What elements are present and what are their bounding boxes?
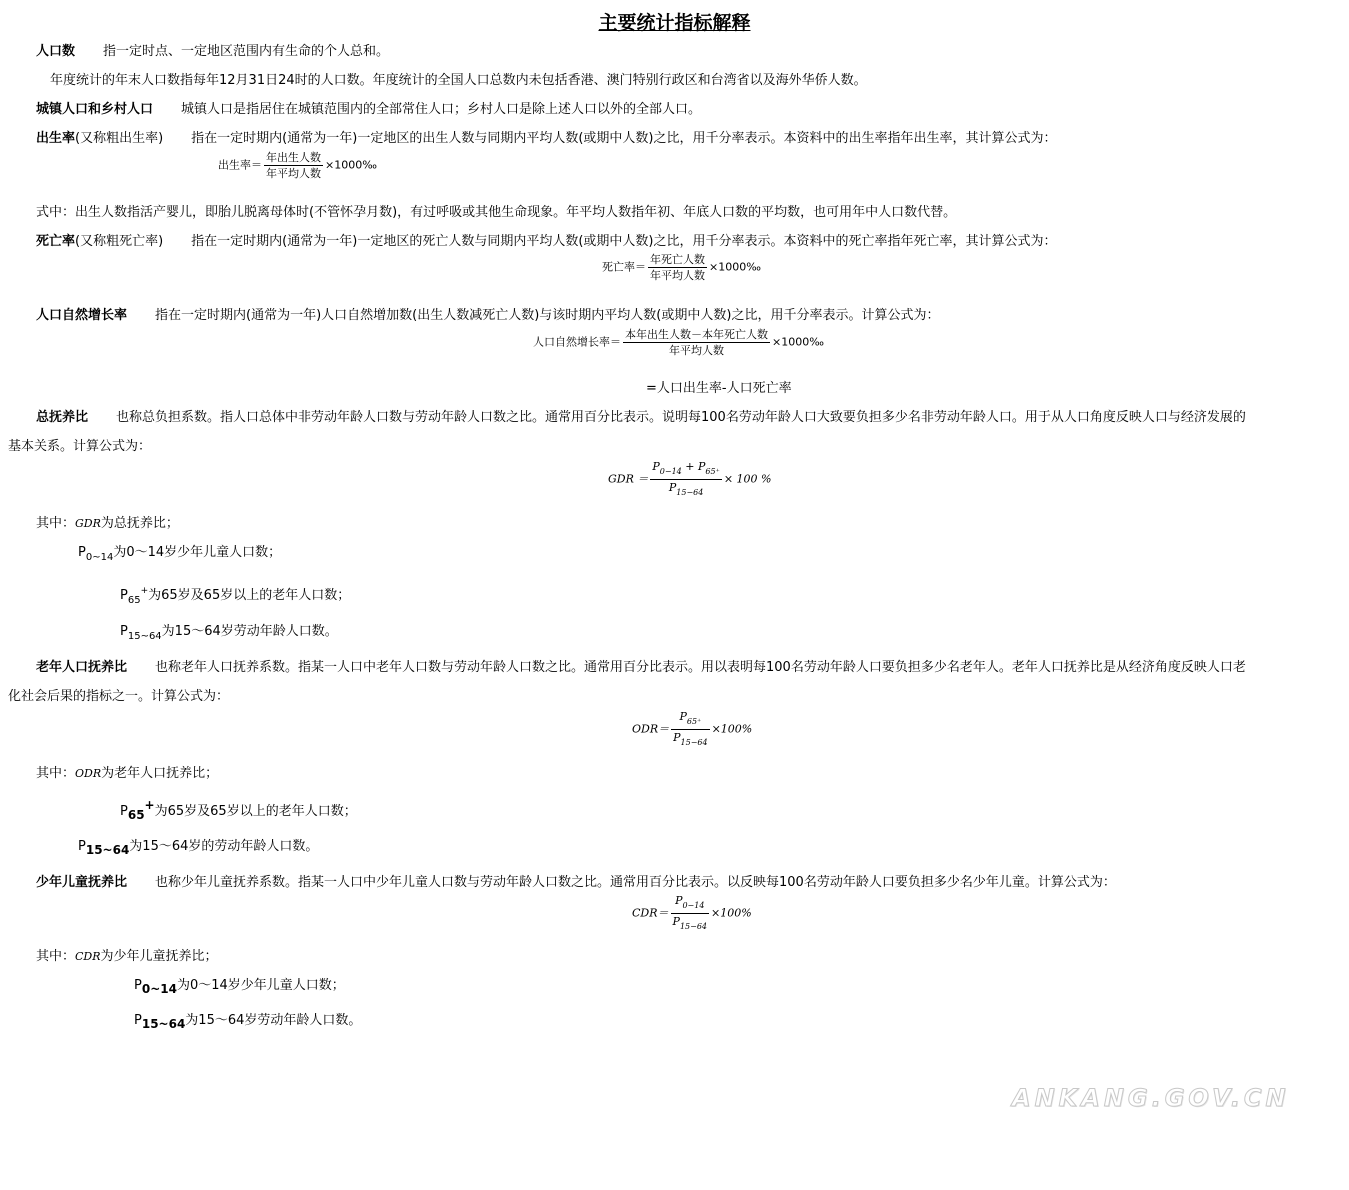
p-description: 为15～64岁劳动年龄人口数。 [161,624,338,639]
p-symbol: P [675,894,683,907]
formula-numerator: 本年出生人数－本年死亡人数 [625,328,768,341]
p-subscript: 15~64 [85,843,130,857]
natural-growth-formula-alt: =人口出生率-人口死亡率 [646,381,792,396]
where-text: 为总抚养比； [100,516,179,531]
gdr-where-line [36,512,179,531]
cdr-where-line [36,945,218,964]
natural-growth-formula [533,327,824,358]
p-symbol: P [78,839,86,854]
p-symbol: P [120,588,128,603]
p-subscript: 15~64 [141,1017,186,1031]
death-rate-alias: (又称粗死亡率) [75,234,164,249]
formula-numerator: 年出生人数 [266,151,321,164]
where-text: 为少年儿童抚养比； [100,949,218,964]
where-prefix: 其中： [36,766,76,781]
formula-denominator [671,914,709,934]
gdr-definition-line2: 基本关系。计算公式为： [8,439,152,454]
birth-rate-line [36,127,1056,146]
plus-p-symbol: + P [681,460,706,473]
formula-denominator: 年平均人数 [669,344,724,357]
p-description: 为65岁及65岁以上的老年人口数； [154,804,357,819]
p-subscript: 65⁺ [705,467,720,476]
formula-numerator: 年死亡人数 [650,253,705,266]
p-description: 为65岁及65岁以上的老年人口数； [148,588,351,603]
formula-numerator [671,709,709,730]
formula-lhs: CDR＝ [632,906,669,920]
cdr-formula [632,893,752,934]
odr-p65-line [120,798,357,822]
p-subscript: 0−14 [682,901,705,910]
odr-definition-line2: 化社会后果的指标之一。计算公式为： [8,689,230,704]
odr-formula [632,709,752,750]
p-description: 为15～64岁劳动年龄人口数。 [185,1013,362,1028]
formula-denominator [671,730,709,750]
p-subscript: 15~64 [127,631,162,642]
p-superscript: + [140,586,149,596]
cdr-p1564-line [134,1009,361,1031]
p-subscript: 65 [127,808,145,822]
p-superscript: + [144,798,155,812]
cdr-line [36,871,1116,890]
death-rate-formula [602,252,761,283]
cdr-term: 少年儿童抚养比 [36,875,128,890]
gdr-formula [608,459,771,500]
death-rate-line [36,230,1056,249]
formula-fraction [264,150,323,181]
odr-term: 老年人口抚养比 [36,660,128,675]
formula-tail: × 100 % [723,472,772,486]
cdr-p014-line [134,974,345,996]
formula-lhs: 出生率＝ [218,158,262,172]
p-description: 为0～14岁少年儿童人口数； [176,978,345,993]
urban-rural-line [36,98,701,117]
formula-fraction [650,459,721,500]
p-description: 为0～14岁少年儿童人口数； [113,545,282,560]
odr-definition-line1: 也称老年人口抚养系数。指某一人口中老年人口数与劳动年龄人口数之比。通常用百分比表示。用以表明每100名劳动年龄人口要负担多少名老年人。老年人口抚养比是从经济角度反映人口老 [155,660,1246,675]
gdr-definition-line1: 也称总负担系数。指人口总体中非劳动年龄人口数与劳动年龄人口数之比。通常用百分比表示。说明每100名劳动年龄人口大致要负担多少名非劳动年龄人口。用于从人口角度反映人口与经济发展的 [116,410,1246,425]
p-description: 为15～64岁的劳动年龄人口数。 [129,839,319,854]
formula-fraction [671,709,709,750]
p-symbol: P [652,460,660,473]
odr-where-line [36,762,218,781]
odr-line [36,656,1246,675]
death-rate-definition: 指在一定时期内(通常为一年)一定地区的死亡人数与同期内平均人数(或期中人数)之比，用千分率表示。本资料中的死亡率指年死亡率，其计算公式为： [191,234,1057,249]
formula-lhs: 死亡率＝ [602,260,646,274]
formula-tail: ×100% [711,906,752,920]
formula-fraction [648,252,707,283]
p-symbol: P [120,804,128,819]
p-symbol: P [134,978,142,993]
watermark: ANKANG.GOV.CN [1012,1084,1290,1112]
formula-fraction [671,893,709,934]
odr-p1564-line [78,835,318,857]
p-subscript: 15−64 [680,738,708,747]
where-symbol: CDR [75,950,101,963]
gdr-p014-line [78,541,281,563]
p-symbol: P [673,731,681,744]
natural-growth-term: 人口自然增长率 [36,308,128,323]
p-symbol: P [78,545,86,560]
where-symbol: GDR [75,517,101,530]
gdr-p1564-line [120,620,338,642]
formula-lhs: ODR＝ [632,722,670,736]
population-note: 年度统计的年末人口数指每年12月31日24时的人口数。年度统计的全国人口总数内未包括香港、澳门特别行政区和台湾省以及海外华侨人数。 [50,73,867,88]
formula-denominator [650,480,721,500]
where-symbol: ODR [75,767,102,780]
natural-growth-definition: 指在一定时期内(通常为一年)人口自然增加数(出生人数减死亡人数)与该时期内平均人数(或期中人数)之比，用千分率表示。计算公式为： [155,308,940,323]
p-subscript: 0~14 [85,552,114,563]
gdr-term: 总抚养比 [36,410,89,425]
formula-lhs: GDR ＝ [608,472,649,486]
p-subscript: 65 [127,595,141,606]
population-definition: 指一定时点、一定地区范围内有生命的个人总和。 [103,44,390,59]
birth-rate-definition: 指在一定时期内(通常为一年)一定地区的出生人数与同期内平均人数(或期中人数)之比，用千分率表示。本资料中的出生率指年出生率，其计算公式为： [191,131,1057,146]
page-title: 主要统计指标解释 [598,12,751,34]
urban-rural-term: 城镇人口和乡村人口 [36,102,154,117]
formula-tail: ×100% [711,722,753,736]
formula-tail: ×1000‰ [772,335,824,349]
formula-tail: ×1000‰ [325,158,377,172]
birth-rate-note: 式中：出生人数指活产婴儿，即胎儿脱离母体时(不管怀孕月数)，有过呼吸或其他生命现象。年平均人数指年初、年底人口数的平均数，也可用年中人口数代替。 [36,205,957,220]
where-prefix: 其中： [36,516,76,531]
p-symbol: P [672,915,680,928]
death-rate-term: 死亡率 [36,234,76,249]
natural-growth-line [36,304,939,323]
cdr-definition: 也称少年儿童抚养系数。指某一人口中少年儿童人口数与劳动年龄人口数之比。通常用百分比表示。以反映每100名劳动年龄人口要负担多少名少年儿童。计算公式为： [155,875,1116,890]
birth-rate-term: 出生率 [36,131,76,146]
where-text: 为老年人口抚养比； [101,766,219,781]
p-subscript: 0−14 [659,467,682,476]
formula-denominator: 年平均人数 [650,269,705,282]
p-subscript: 65⁺ [686,717,702,726]
birth-rate-formula [218,150,377,181]
p-symbol: P [668,481,677,494]
formula-numerator [650,459,721,480]
p-subscript: 15−64 [676,488,704,497]
where-prefix: 其中： [36,949,76,964]
p-symbol: P [679,710,687,723]
urban-rural-definition: 城镇人口是指居住在城镇范围内的全部常住人口；乡村人口是除上述人口以外的全部人口。 [181,102,702,117]
p-subscript: 15−64 [679,922,707,931]
p-subscript: 0~14 [141,982,177,996]
formula-fraction [623,327,770,358]
gdr-p65-line [120,584,350,606]
formula-tail: ×1000‰ [709,260,761,274]
birth-rate-alias: (又称粗出生率) [75,131,164,146]
formula-denominator: 年平均人数 [266,167,321,180]
formula-lhs: 人口自然增长率＝ [533,335,621,349]
population-definition-line [36,40,389,59]
formula-numerator [671,893,709,914]
population-term: 人口数 [36,44,76,59]
gdr-line [36,406,1246,425]
p-symbol: P [120,624,128,639]
p-symbol: P [134,1013,142,1028]
